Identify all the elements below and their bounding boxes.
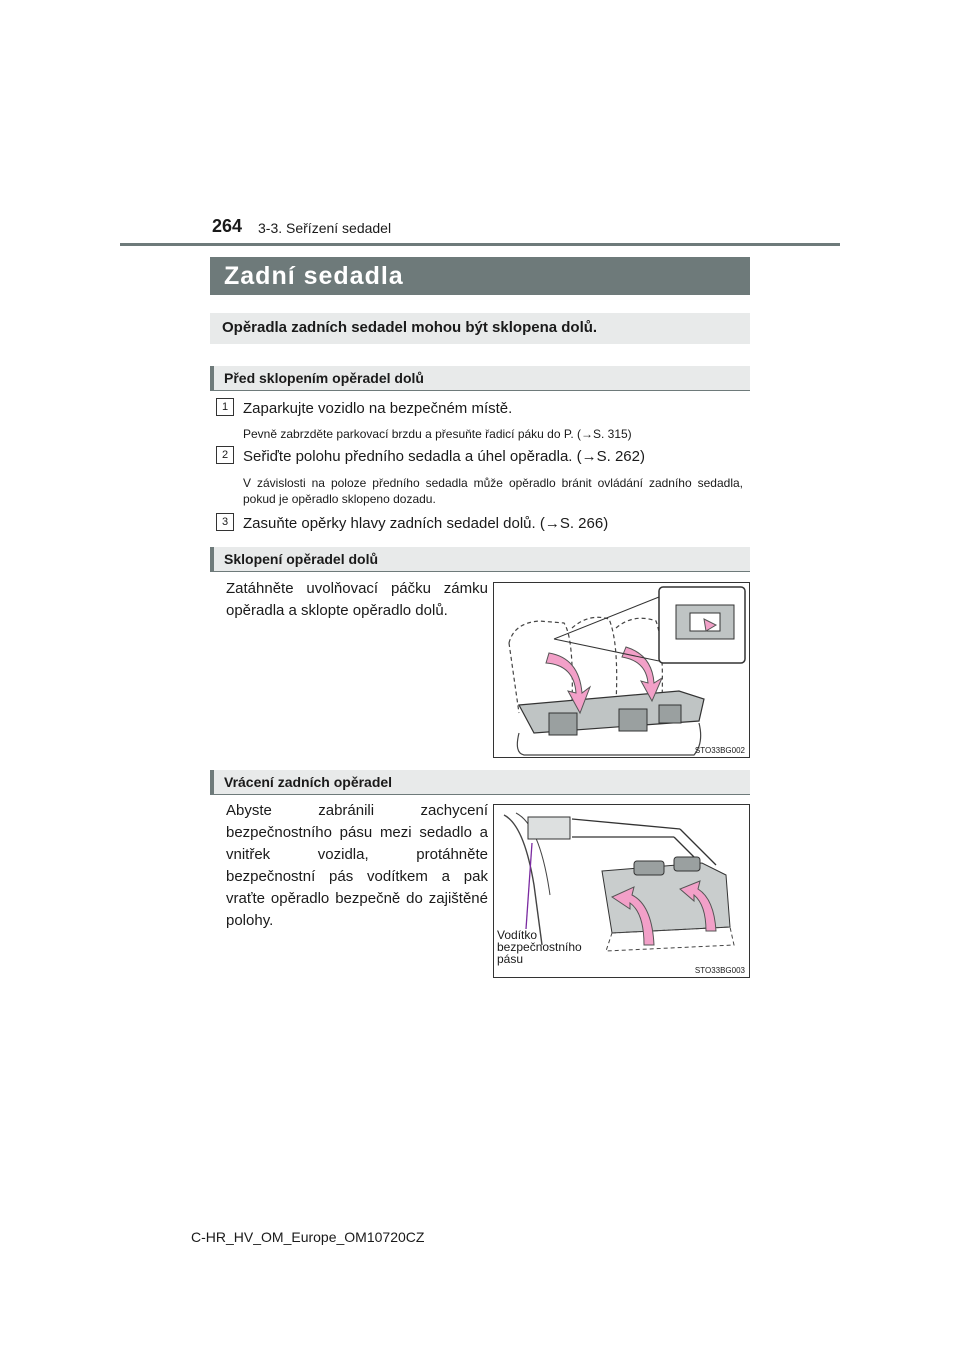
- page-title-bar: [210, 257, 750, 295]
- step-2-text: Seřiďte polohu předního sedadla a úhel opěradla. (→S. 262): [243, 448, 645, 465]
- page-title: Zadní sedadla: [224, 262, 404, 290]
- figure-label-line-3: pásu: [497, 952, 524, 966]
- figure-code: STO33BG003: [694, 966, 745, 975]
- heading-returning: [210, 770, 750, 795]
- intro-text: Opěradla zadních sedadel mohou být sklopena dolů.: [222, 319, 598, 336]
- step-1-number: 1: [216, 398, 234, 416]
- footer-document-code: C-HR_HV_OM_Europe_OM10720CZ: [191, 1229, 425, 1245]
- step-2-number: 2: [216, 446, 234, 464]
- figure-label-line-1: Vodítko: [497, 928, 538, 942]
- step-1-note: Pevně zabrzděte parkovací brzdu a přesuňte řadicí páku do P. (→S. 315): [243, 427, 632, 441]
- folding-instruction: Zatáhněte uvolňovací páčku zámku opěradla a sklopte opěradlo dolů.: [226, 580, 488, 619]
- heading-folding-text: Sklopení opěradel dolů: [224, 551, 379, 567]
- fold-seatback-illustration: [494, 583, 749, 757]
- figure-label-line-2: bezpečnostního: [497, 940, 582, 954]
- heading-before-folding-text: Před sklopením opěradel dolů: [224, 370, 424, 386]
- figure-code: STO33BG002: [694, 746, 745, 755]
- heading-returning-text: Vrácení zadních opěradel: [224, 774, 393, 790]
- step-3-number: 3: [216, 513, 234, 531]
- returning-instruction: Abyste zabránili zachycení bezpečnostního pásu mezi sedadlo a vnitřek vozidla, protáhněte bezpečnostní pás vodítkem a pak vraťte opěradlo bezpečně do zajištěné polohy.: [226, 802, 488, 929]
- figure-label-belt-guide: [497, 929, 582, 965]
- figure-fold-seatback: [493, 582, 750, 758]
- step-1-text: Zaparkujte vozidlo na bezpečném místě.: [243, 400, 513, 417]
- heading-folding: [210, 547, 750, 572]
- page-number: 264: [212, 216, 243, 236]
- section-label: 3-3. Seřízení sedadel: [258, 220, 392, 236]
- intro-bar: [210, 313, 750, 344]
- figure-return-seatback: [493, 804, 750, 978]
- step-2-note: V závislosti na poloze předního sedadla může opěradlo bránit ovládání zadního sedadla, pokud je opěradlo sklopeno dozadu.: [243, 476, 743, 506]
- step-3-text: Zasuňte opěrky hlavy zadních sedadel dolů. (→S. 266): [243, 515, 609, 532]
- header-divider: [120, 243, 840, 246]
- heading-before-folding: [210, 366, 750, 391]
